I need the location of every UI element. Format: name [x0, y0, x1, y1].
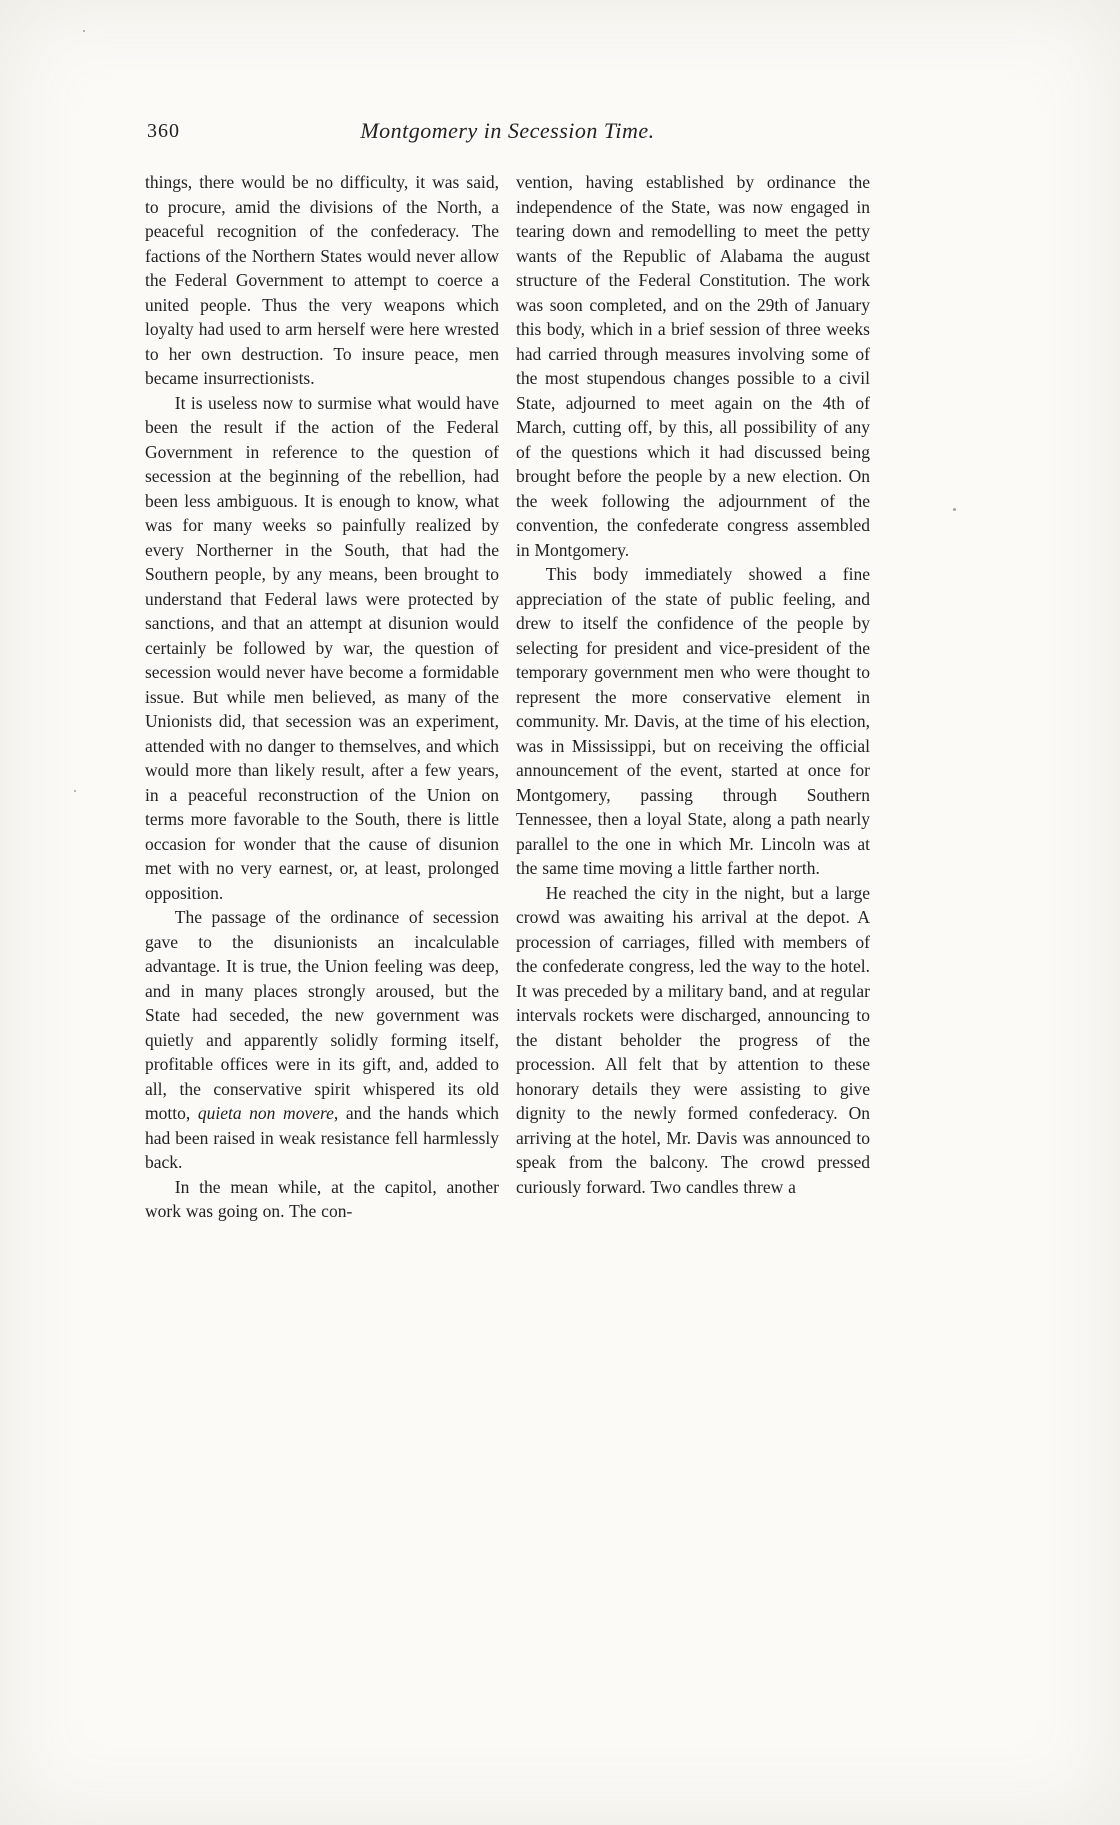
page-title: Montgomery in Secession Time.: [360, 118, 655, 143]
paragraph: He reached the city in the night, but a large crowd was awaiting his arrival at the depot. A procession of carriages, filled with members of the confederate congress, led the way to the hotel. It was preceded by a military band, and at regular intervals rockets were discharged, announcing to the distant beholder the progress of the procession. All felt that by attention to these honorary details they were assisting to give dignity to the newly formed confederacy. On arriving at the hotel, Mr. Davis was announced to speak from the balcony. The crowd pressed curiously forward. Two candles threw a: [516, 882, 870, 1197]
right-column: [516, 170, 870, 1224]
page-number: 360: [147, 120, 180, 142]
scan-speck: [74, 790, 76, 792]
paragraph: This body immediately showed a fine appreciation of the state of public feeling, and drew to itself the confidence of the people by selecting for president and vice-president of the temporary government men who were thought to represent the more conservative element in community. Mr. Davis, at the time of his election, was in Mississippi, but on receiving the official announcement of the event, started at once for Montgomery, passing through Southern Tennessee, then a loyal State, along a path nearly parallel to the one in which Mr. Lincoln was at the same time moving a little farther north.: [516, 564, 870, 878]
paragraph: vention, having established by ordinance the independence of the State, was now engaged in tearing down and remodelling to meet the petty wants of the Republic of Alabama the august structure of the Federal Constitution. The work was soon completed, and on the 29th of January this body, which in a brief session of three weeks had carried through measures involving some of the most stupendous changes possible to a civil State, adjourned to meet again on the 4th of March, cutting off, by this, all possibility of any of the questions which it had discussed being brought before the people by a new election. On the week following the adjournment of the convention, the confederate congress assembled in Montgomery.: [516, 172, 870, 560]
paragraph: It is useless now to surmise what would have been the result if the action of the Federal Government in reference to the question of secession at the beginning of the rebellion, had been less ambiguous. It is enough to know, what was for many weeks so painfully realized by every Northerner in the South, that had the Southern people, by any means, been brought to understand that Federal laws were protected by sanctions, and that an attempt at disunion would certainly be followed by war, the question of secession would never have become a formidable issue. But while men believed, as many of the Unionists did, that secession was an experiment, attended with no danger to themselves, and which would more than likely result, after a few years, in a peaceful reconstruction of the Union on terms more favorable to the South, there is little occasion for wonder that the cause of disunion met with no very earnest, or, at least, prolonged opposition.: [145, 392, 499, 903]
paragraph-text: , and the hands which had been raised in weak resistance fell harmlessly back.: [145, 1103, 499, 1172]
page-header: [145, 116, 870, 150]
paragraph: In the mean while, at the capitol, another work was going on. The con-: [145, 1176, 499, 1221]
latin-phrase: quieta non movere: [197, 1103, 334, 1123]
left-column: [145, 170, 499, 1224]
scan-speck: [83, 30, 85, 32]
paragraph: [145, 905, 499, 1175]
text-columns: [145, 170, 870, 1224]
paragraph: things, there would be no difficulty, it was said, to procure, amid the divisions of the North, a peaceful recognition of the confederacy. The factions of the Northern States would never allow the Federal Government to attempt to coerce a united people. Thus the very weapons which loyalty had used to arm herself were here wrested to her own destruction. To insure peace, men became insurrectionists.: [145, 172, 499, 388]
paragraph-text: The passage of the ordinance of secession gave to the disunionists an incalculable advantage. It is true, the Union feeling was deep, and in many places strongly aroused, but the State had seceded, the new government was quietly and apparently solidly forming itself, profitable offices were in its gift, and, added to all, the conservative spirit whispered its old motto,: [145, 907, 499, 1123]
scan-speck: [953, 508, 956, 511]
